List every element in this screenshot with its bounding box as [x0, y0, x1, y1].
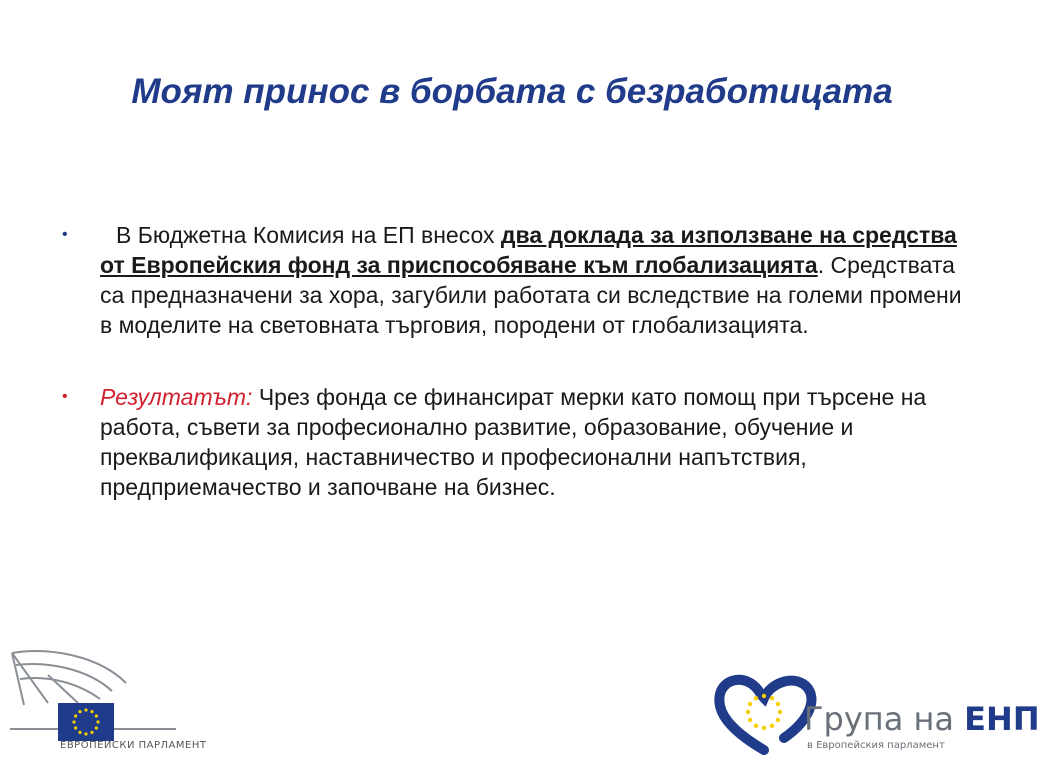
- star: [776, 718, 780, 722]
- bullet-list: [62, 220, 962, 502]
- star: [74, 726, 77, 729]
- bullet-text-emphasis: два доклада за използване на средства от Европейския фонд за приспособяване към глобализацията: [100, 222, 957, 278]
- star: [754, 696, 758, 700]
- star: [74, 714, 77, 717]
- bullet-text-rest: . Средствата са предназначени за хора, загубили работата си вследствие на големи промени в моделите на световната търговия, породени от глобализацията.: [100, 252, 962, 338]
- star: [72, 720, 75, 723]
- epp-title-prefix: Група на: [804, 700, 965, 738]
- star: [84, 732, 87, 735]
- result-text: Чрез фонда се финансират мерки като помощ при търсене на работа, съвети за професионално развитие, образование, обучение и преквалификация, наставничество и професионални напътствия, предприемачество и започване на бизнес.: [100, 384, 927, 500]
- star: [90, 731, 93, 734]
- bullet-text-intro: В Бюджетна Комисия на ЕП внесох: [116, 222, 501, 248]
- star: [78, 710, 81, 713]
- bullet-marker: •: [62, 388, 68, 405]
- star: [746, 710, 750, 714]
- epp-group-title: [804, 700, 1040, 738]
- ep-logo-caption: ЕВРОПЕЙСКИ ПАРЛАМЕНТ: [60, 740, 207, 751]
- star: [778, 710, 782, 714]
- star: [748, 702, 752, 706]
- epp-heart-logo: [712, 672, 816, 756]
- star: [762, 726, 766, 730]
- star: [762, 694, 766, 698]
- star: [90, 710, 93, 713]
- bullet-item-result: [62, 382, 962, 502]
- star: [95, 726, 98, 729]
- star: [770, 724, 774, 728]
- slide-title: Моят принос в борбата с безработицата: [131, 72, 893, 111]
- epp-group-subtitle: в Европейския парламент: [807, 740, 945, 751]
- star: [78, 731, 81, 734]
- star: [95, 714, 98, 717]
- bullet-item-report: [62, 220, 962, 340]
- bullet-marker: •: [62, 226, 68, 243]
- star: [84, 708, 87, 711]
- star: [776, 702, 780, 706]
- epp-title-bold: ЕНП: [964, 700, 1040, 738]
- star: [96, 720, 99, 723]
- star: [748, 718, 752, 722]
- star: [754, 724, 758, 728]
- star: [770, 696, 774, 700]
- result-label: Резултатът:: [100, 384, 253, 410]
